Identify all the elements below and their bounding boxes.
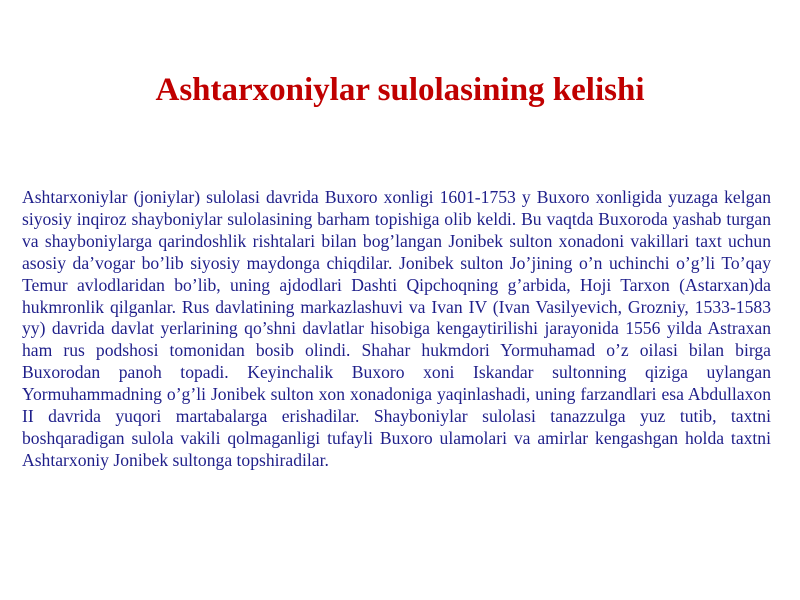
slide-body-text: Ashtarxoniylar (joniylar) sulolasi davrida Buxoro xonligi 1601-1753 y Buxoro xonligida yuzaga kelgan siyosiy inqiroz shayboniylar sulolasining barham topishiga olib keldi. Bu vaqtda Buxoroda yashab turgan va shayboniylarga qarindoshlik rishtalari bilan bog’langan Jonibek sulton xonadoni vakillari taxt uchun asosiy da’vogar bo’lib siyosiy maydonga chiqdilar. Jonibek sulton Jo’jining o’n uchinchi o’g’li To’qay Temur avlodlaridan bo’lib, uning ajdodlari Dashti Qipchoqning g’arbida, Hoji Tarxon (Astarxan)da hukmronlik qilganlar. Rus davlatining markazlashuvi va Ivan IV (Ivan Vasilyevich, Grozniy, 1533-1583 yy) davrida davlat yerlarining qo’shni davlatlar hisobiga kengaytirilishi jarayonida 1556 yilda Astraxan ham rus podshosi tomonidan bosib olindi. Shahar hukmdori Yormuhamad o’z oilasi bilan birga Buxorodan panoh topadi. Keyinchalik Buxoro xoni Iskandar sultonning qiziga uylangan Yormuhammadning o’g’li Jonibek sulton xon xonadoniga yaqinlashadi, uning farzandlari esa Abdullaxon II davrida yuqori martabalarga erishadilar. Shayboniylar sulolasi tanazzulga yuz tutib, taxtni boshqaradigan sulola vakili qolmaganligi tufayli Buxoro ulamolari va amirlar kengashgan holda taxtni Ashtarxoniy Jonibek sultonga topshiradilar. bbox=[22, 187, 771, 470]
slide-title: Ashtarxoniylar sulolasining kelishi bbox=[155, 72, 645, 108]
